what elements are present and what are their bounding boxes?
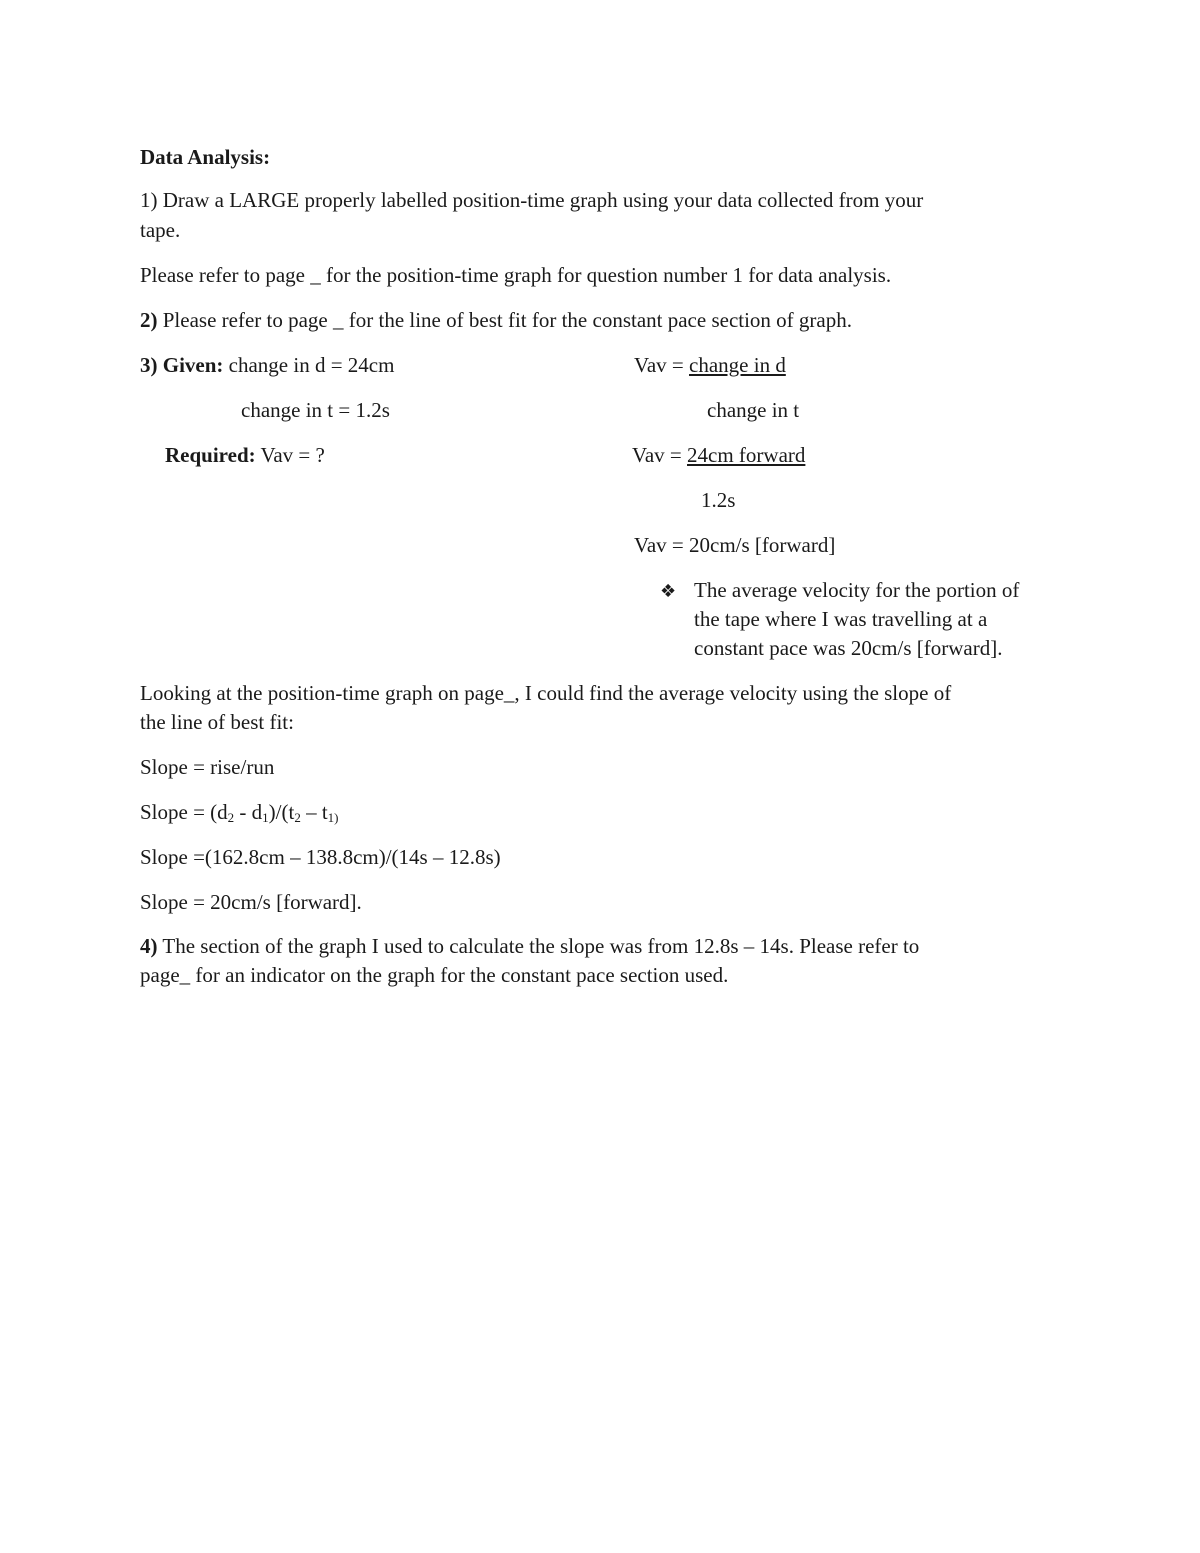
slope-intro-line-1: Looking at the position-time graph on page_, I could find the average velocity using the slope of — [140, 681, 952, 705]
question-1-answer: Please refer to page _ for the position-time graph for question number 1 for data analysis. — [140, 263, 892, 287]
eq2-prefix: Slope = (d — [140, 800, 228, 824]
slope-equation-2 — [140, 798, 339, 827]
question-3-given-d — [140, 351, 394, 380]
formula-numerator: change in d — [689, 353, 786, 377]
bullet-line-2: the tape where I was travelling at a — [694, 607, 988, 631]
eq2-minus-d: - d — [234, 800, 263, 824]
formula-denominator: change in t — [707, 398, 800, 422]
diamond-bullet-icon: ❖ — [660, 581, 677, 602]
given-d-value: change in d = 24cm — [223, 353, 395, 377]
question-4-text: The section of the graph I used to calculate the slope was from 12.8s – 14s. Please refer to — [157, 934, 920, 958]
question-4-line-2: page_ for an indicator on the graph for the constant pace section used. — [140, 963, 729, 987]
slope-equation-4: Slope = 20cm/s [forward]. — [140, 890, 362, 914]
question-4-line-1 — [140, 932, 919, 961]
slope-equation-1: Slope = rise/run — [140, 755, 275, 779]
formula-line — [634, 351, 786, 380]
required-line — [165, 441, 325, 470]
eq2-sub-d2: 2 — [227, 810, 235, 825]
section-heading: Data Analysis: — [140, 145, 271, 169]
question-2 — [140, 306, 852, 335]
question-3-given-label: 3) Given: — [140, 353, 224, 377]
eq2-divide-t: )/(t — [268, 800, 295, 824]
slope-intro-line-2: the line of best fit: — [140, 710, 294, 734]
velocity-result: Vav = 20cm/s [forward] — [634, 533, 836, 557]
eq2-sub-t2: 2 — [294, 810, 301, 825]
substitution-numerator: 24cm forward — [687, 443, 806, 467]
required-label: Required: — [165, 443, 256, 467]
eq2-minus-t: – t — [300, 800, 328, 824]
question-1-line-1: 1) Draw a LARGE properly labelled position-time graph using your data collected from your — [140, 188, 924, 212]
bullet-line-3: constant pace was 20cm/s [forward]. — [694, 636, 1003, 660]
question-2-text: Please refer to page _ for the line of best fit for the constant pace section of graph. — [157, 308, 852, 332]
given-t-value: change in t = 1.2s — [241, 398, 390, 422]
substitution-line — [632, 441, 805, 470]
required-value: Vav = ? — [255, 443, 325, 467]
eq2-sub-d1: 1 — [262, 810, 269, 825]
bullet-line-1: The average velocity for the portion of — [694, 578, 1020, 602]
substitution-denominator: 1.2s — [701, 488, 736, 512]
formula-lhs: Vav = — [634, 353, 690, 377]
question-2-number: 2) — [140, 308, 158, 332]
slope-equation-3: Slope =(162.8cm – 138.8cm)/(14s – 12.8s) — [140, 845, 501, 869]
question-1-line-2: tape. — [140, 218, 181, 242]
eq2-sub-t1: 1) — [327, 810, 339, 825]
substitution-lhs: Vav = — [632, 443, 688, 467]
question-4-number: 4) — [140, 934, 158, 958]
